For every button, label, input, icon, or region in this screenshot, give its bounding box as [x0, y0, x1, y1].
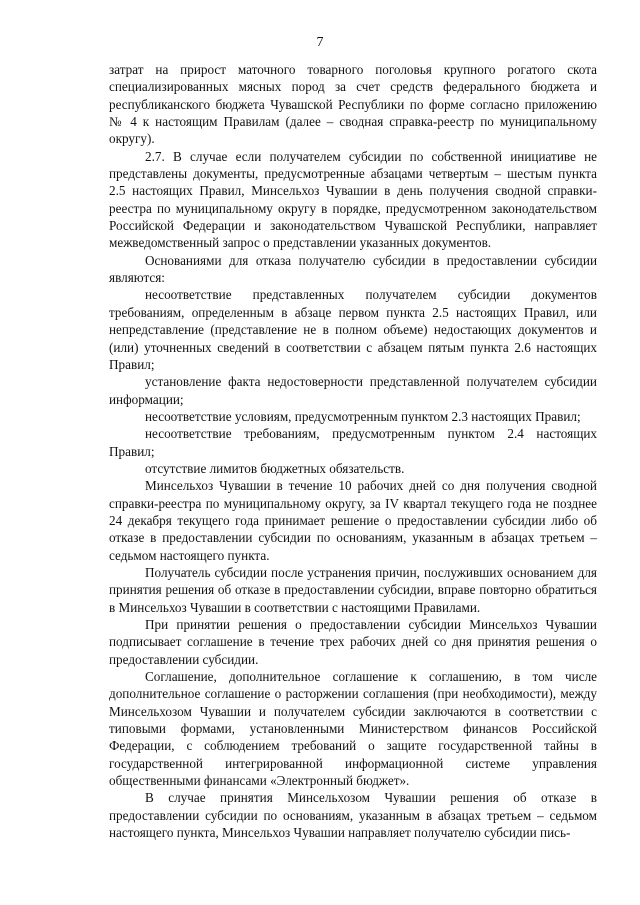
- paragraph-11: При принятии решения о предоставлении субсидии Минсельхоз Чувашии подписывает соглашение в течение трех рабочих дней со дня принятия решения о предоставлении субсидии.: [109, 617, 597, 667]
- paragraph-10: Получатель субсидии после устранения причин, послуживших основанием для принятия решения об отказе в предоставлении субсидии, вправе повторно обратиться в Минсельхоз Чувашии в соответствии с настоящими Правилами.: [109, 564, 597, 615]
- paragraph-8: отсутствие лимитов бюджетных обязательств.: [145, 460, 405, 476]
- page-number: 7: [316, 35, 324, 50]
- paragraph-7: несоответствие требованиям, предусмотренным пунктом 2.4 настоящих Правил;: [109, 426, 597, 459]
- paragraph-6: несоответствие условиям, предусмотренным пунктом 2.3 настоящих Правил;: [145, 408, 581, 424]
- paragraph-12: Соглашение, дополнительное соглашение к соглашению, в том числе дополнительное соглашение о расторжении соглашения (при необходимости), между Минсельхозом Чувашии и получателем субсидии заключаются в соответствии с типовыми формами, установленными Министерством финансов Российской Федерации, с соблюдением требований о защите государственной тайны в государственной интегрированной информационной системе управления общественными финансами «Электронный бюджет».: [109, 669, 597, 789]
- paragraph-1: затрат на прирост маточного товарного поголовья крупного рогатого скота специализированных мясных пород за счет средств федерального бюджета и республиканского бюджета Чувашской Республики по форме согласно приложению № 4 к настоящим Правилам (далее – сводная справка-реестр по муниципальному округу).: [109, 62, 597, 147]
- paragraph-2: 2.7. В случае если получателем субсидии по собственной инициативе не представлены документы, предусмотренные абзацами четвертым – шестым пункта 2.5 настоящих Правил, Минсельхоз Чувашии в день получения сводной справки-реестра по муниципальному округу в порядке, предусмотренном законодательством Российской Федерации и законодательством Чувашской Республики, направляет межведомственный запрос о представлении указанных документов.: [109, 148, 597, 251]
- paragraph-3: Основаниями для отказа получателю субсидии в предоставлении субсидии являются:: [109, 252, 597, 286]
- document-body: [109, 61, 597, 841]
- paragraph-4: несоответствие представленных получателем субсидии документов требованиям, определенным в абзаце первом пункта 2.5 настоящих Правил, или непредставление (представление не в полном объеме) недостающих документов и (или) уточненных сведений в соответствии с абзацем пятым пункта 2.6 настоящих Правил;: [109, 287, 597, 372]
- paragraph-13: В случае принятия Минсельхозом Чувашии решения об отказе в предоставлении субсидии по основаниям, указанным в абзацах третьем – седьмом настоящего пункта, Минсельхоз Чувашии направляет получателю субсидии пись-: [109, 790, 597, 841]
- paragraph-9: Минсельхоз Чувашии в течение 10 рабочих дней со дня получения сводной справки-реестра по муниципальному округу, за IV квартал текущего года не позднее 24 декабря текущего года принимает решение о предоставлении субсидии либо об отказе в предоставлении субсидии по основаниям, указанным в абзацах третьем – седьмом настоящего пункта.: [109, 478, 597, 563]
- paragraph-5: установление факта недостоверности представленной получателем субсидии информации;: [109, 374, 597, 407]
